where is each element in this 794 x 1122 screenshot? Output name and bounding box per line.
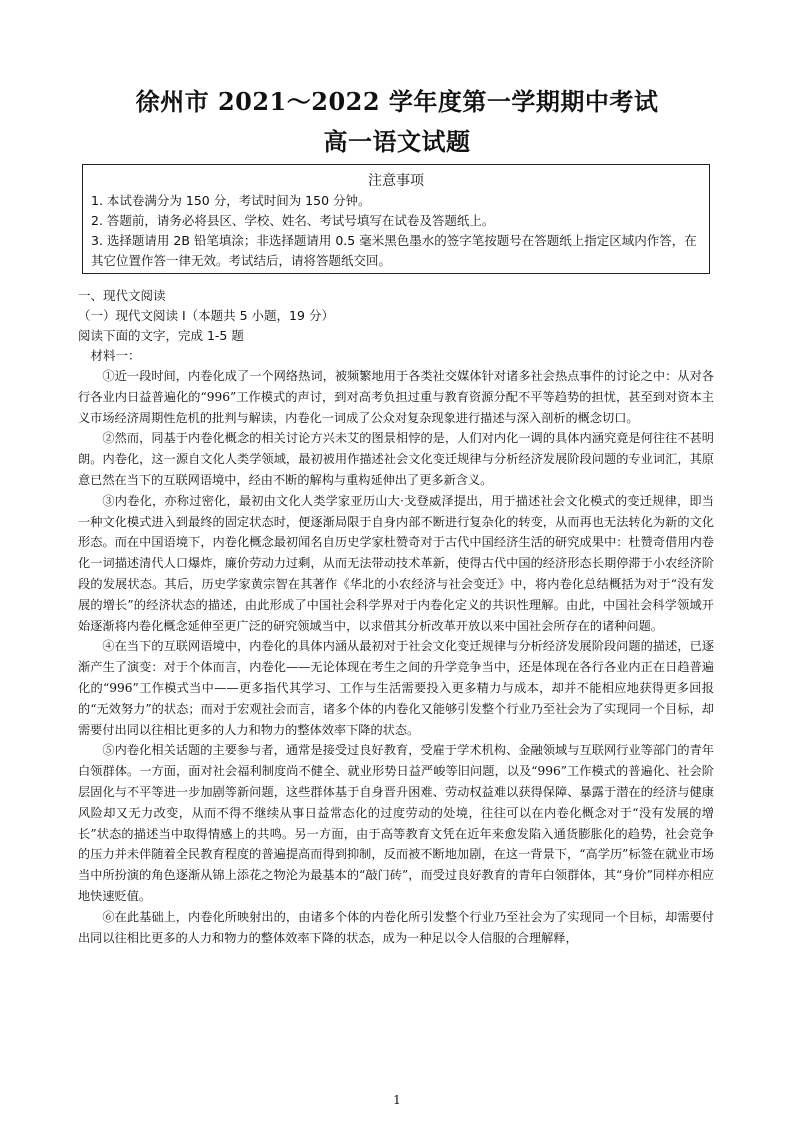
notice-item: 3. 选择题请用 2B 铅笔填涂；非选择题请用 0.5 毫米黑色墨水的签字笔按题号在答题纸上指定区域内作答，在其它位置作答一律无效。考试结后，请将答题纸交回。: [91, 233, 697, 268]
paragraph: ⑤内卷化相关话题的主要参与者，通常是接受过良好教育，受雇于学术机构、金融领域与互联网行业等部门的青年白领群体。一方面，面对社会福利制度尚不健全、就业形势日益严峻等旧问题，以及“996”工作模式的普遍化、社会阶层固化与不平等进一步加剧等新问题，这些群体基于自身晋升困难、劳动权益难以获得保障、暴露于潜在的经济与健康风险却又无力改变，从而不得不继续从事日益常态化的过度劳动的处境，往往可以在内卷化概念对于“没有发展的增长”状态的描述当中取得情感上的共鸣。另一方面，由于高等教育文凭在近年来愈发陷入通货膨胀化的趋势，社会竞争的压力并未伴随着全民教育程度的普遍提高而得到抑制，反而被不断地加剧，在这一背景下，“高学历”标签在就业市场当中所扮演的角色逐渐从锦上添花之物沦为最基本的“敲门砖”，而受过良好教育的青年白领群体，其“身价”同样亦相应地快速贬值。: [78, 743, 714, 903]
notice-item: 2. 答题前，请务必将县区、学校、姓名、考试号填写在试卷及答题纸上。: [91, 213, 495, 228]
notice-item: 1. 本试卷满分为 150 分，考试时间为 150 分钟。: [91, 193, 371, 208]
paragraph: ④在当下的互联网语境中，内卷化的具体内涵从最初对于社会文化变迁规律与分析经济发展阶段问题的描述，已逐渐产生了演变：对于个体而言，内卷化——无论体现在考生之间的升学竞争当中，还是体现在各行各业内正在日趋普遍化的“996”工作模式当中——更多指代其学习、工作与生活需要投入更多精力与成本，却并不能相应地获得更多回报的“无效努力”的状态；而对于宏观社会而言，诸多个体的内卷化又能够引发整个行业乃至社会为了实现同一个目标，却需要付出同以往相比更多的人力和物力的整体效率下降的状态。: [78, 639, 714, 737]
paragraph: ②然而，同基于内卷化概念的相关讨论方兴未艾的图景相悖的是，人们对内化一调的具体内涵究竟是何往往不甚明朗。内卷化，这一源自文化人类学领域，最初被用作描述社会文化变迁规律与分析经济发展阶段问题的专业词汇，其原意已然在当下的互联网语境中，经由不断的解构与重构延伸出了更多新含义。: [78, 431, 714, 487]
paragraph: ③内卷化，亦称过密化，最初由文化人类学家亚历山大·戈登威泽提出，用于描述社会文化模式的变迁规律，即当一种文化模式进入到最终的固定状态时，便逐渐局限于自身内部不断进行复杂化的转变，从而再也无法转化为新的文化形态。而在中国语境下，内卷化概念最初闻名自历史学家杜赞奇对于古代中国经济生活的研究成果中：杜赞奇借用内卷化一词描述清代人口爆炸，廉价劳动力过剩，从而无法带动技术革新，使得古代中国的经济形态长期停滞于小农经济阶段的发展状态。其后，历史学家黄宗智在其著作《华北的小农经济与社会变迁》中，将内卷化总结概括为对于“没有发展的增长”的经济状态的描述，由此形成了中国社会科学界对于内卷化定义的共识性理解。由此，中国社会科学领域开始逐渐将内卷化概念延伸至更广泛的研究领域当中，以求借其分析改革开放以来中国社会所存在的诸种问题。: [78, 493, 714, 633]
notice-title: 注意事项: [368, 173, 424, 189]
exam-subtitle: 高一语文试题: [323, 127, 471, 156]
section-instruction: 阅读下面的文字，完成 1-5 题: [78, 328, 244, 343]
notice-box: [82, 164, 710, 274]
page-number: 1: [393, 1093, 401, 1107]
paragraph: ⑥在此基础上，内卷化所映射出的，由诸多个体的内卷化所引发整个行业乃至社会为了实现同一个目标，却需要付出同以往相比更多的人力和物力的整体效率下降的状态，成为一种足以令人信服的合理解释，: [78, 909, 714, 945]
paragraph: ①近一段时间，内卷化成了一个网络热词，被频繁地用于各类社交媒体针对诸多社会热点事件的讨论之中：从对各行各业内日益普遍化的“996”工作模式的声讨，到对高考负担过重与教育资源分配不平等趋势的担忧，甚至到对资本主义市场经济周期性危机的批判与解读，内卷化一词成了公众对复杂现象进行描述与深入剖析的概念切口。: [78, 369, 714, 425]
reading-section: [78, 286, 714, 948]
material-label: 材料一：: [90, 348, 141, 363]
section-heading: 一、现代文阅读: [78, 288, 166, 303]
exam-title: 徐州市 2021～2022 学年度第一学期期中考试: [135, 87, 659, 116]
section-subheading: （一）现代文阅读 I（本题共 5 小题，19 分）: [78, 308, 334, 323]
